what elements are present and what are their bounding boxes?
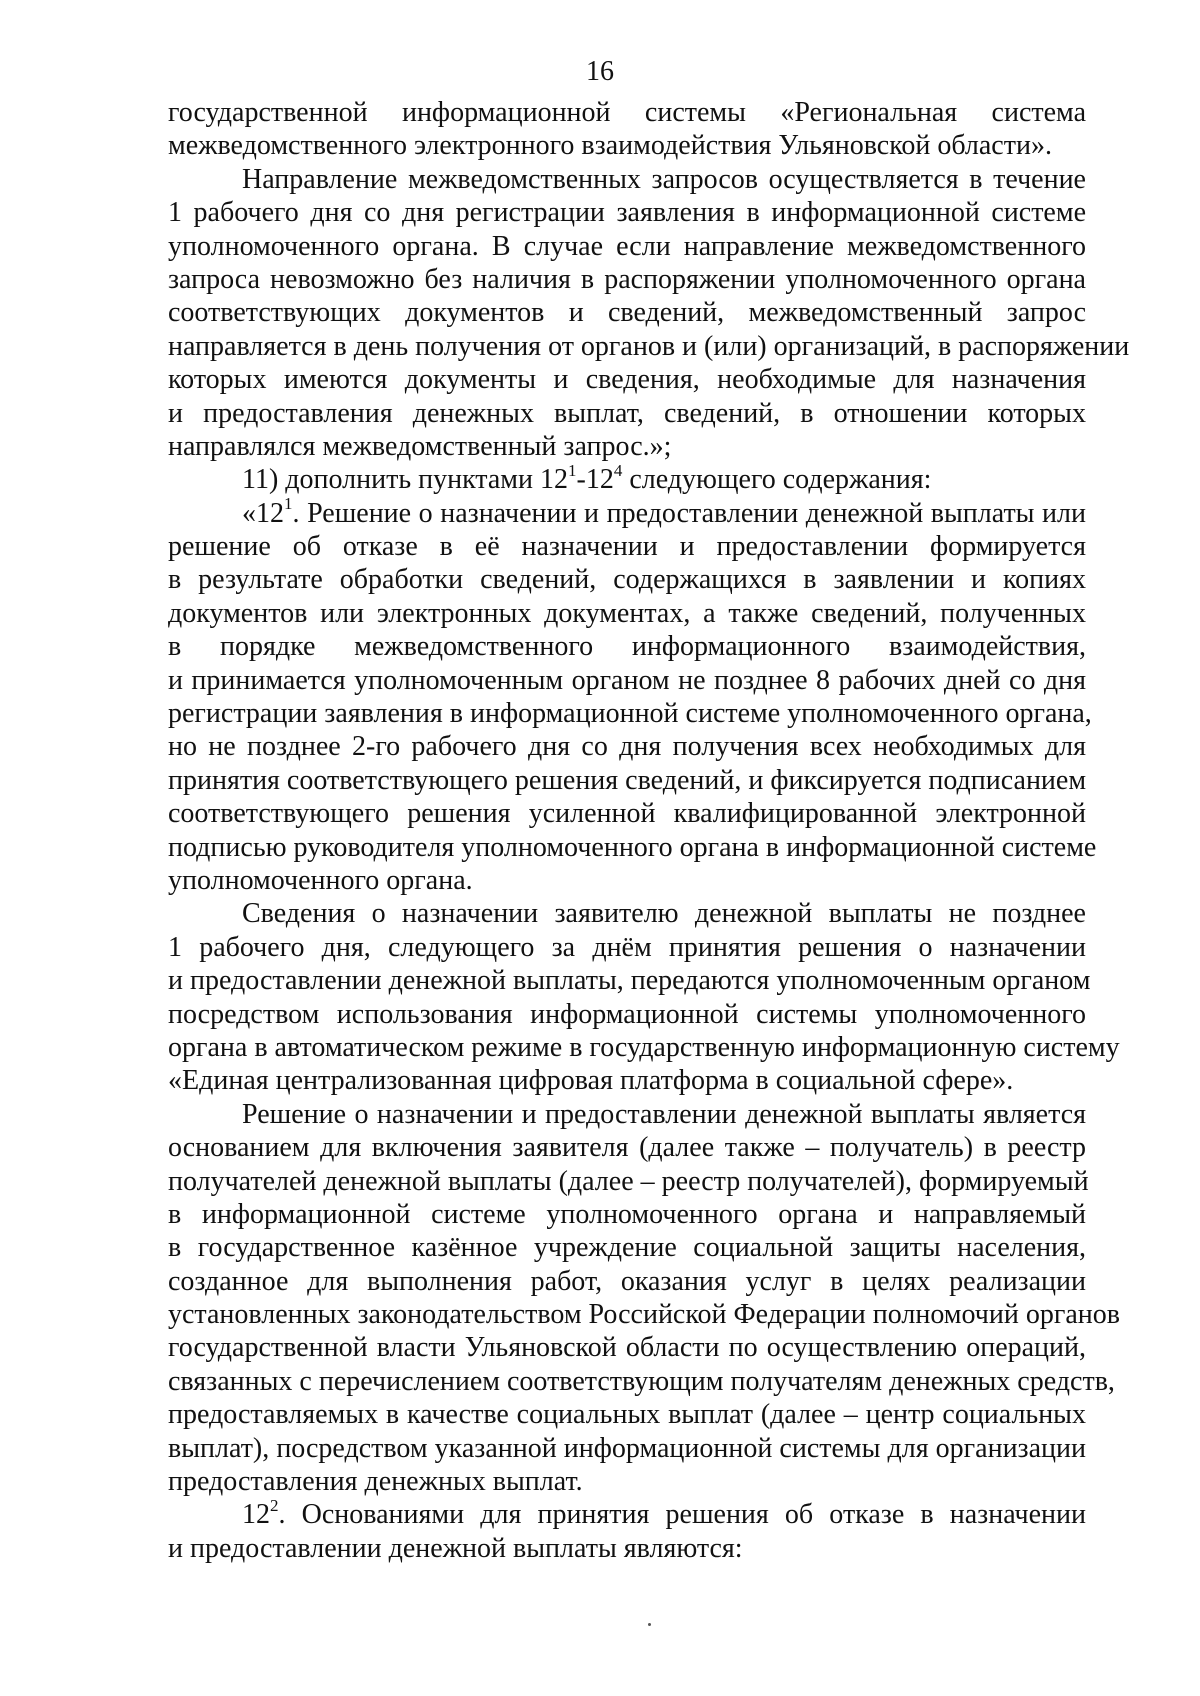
text-line: в государственное казённое учреждение социальной защиты населения, xyxy=(168,1232,1086,1264)
text-line: документов или электронных документах, а также сведений, полученных xyxy=(168,597,1086,629)
text-line: государственной власти Ульяновской области по осуществлению операций, xyxy=(168,1332,1086,1364)
text-line: Сведения о назначении заявителю денежной выплаты не позднее xyxy=(242,898,1086,930)
superscript: 1 xyxy=(568,460,577,480)
text-line: основанием для включения заявителя (далее также – получатель) в реестр xyxy=(168,1132,1086,1164)
text-line: уполномоченного органа. xyxy=(168,864,473,896)
text-span: следующего содержания: xyxy=(622,464,932,496)
text-line: регистрации заявления в информационной системе уполномоченного органа, xyxy=(168,698,1092,730)
text-line: выплат), посредством указанной информационной системы для организации xyxy=(168,1432,1086,1464)
text-line: 1 рабочего дня со дня регистрации заявления в информационной системе xyxy=(168,197,1086,229)
text-line: но не позднее 2-го рабочего дня со дня получения всех необходимых для xyxy=(168,731,1086,763)
text-line: Направление межведомственных запросов осуществляется в течение xyxy=(242,163,1086,195)
text-span: -12 xyxy=(576,464,614,496)
text-span: 11) дополнить пунктами 12 xyxy=(242,464,569,496)
text-line: Решение о назначении и предоставлении денежной выплаты является xyxy=(242,1098,1086,1130)
text-line: связанных с перечислением соответствующим получателям денежных средств, xyxy=(168,1365,1115,1397)
text-line: и предоставлении денежной выплаты, передаются уполномоченным органом xyxy=(168,965,1091,997)
text-span: 12 xyxy=(242,1499,270,1531)
text-line xyxy=(168,494,1086,530)
text-line: принятия соответствующего решения сведений, и фиксируется подписанием xyxy=(168,764,1087,796)
text-line: направляется в день получения от органов и (или) организаций, в распоряжении xyxy=(168,330,1130,362)
text-line: «Единая централизованная цифровая платформа в социальной сфере». xyxy=(168,1065,1014,1097)
text-line: запроса невозможно без наличия в распоряжении уполномоченного органа xyxy=(168,263,1086,295)
text-line: органа в автоматическом режиме в государственную информационную систему xyxy=(168,1031,1120,1063)
text-line: которых имеются документы и сведения, необходимые для назначения xyxy=(168,364,1086,396)
text-line: направлялся межведомственный запрос.»; xyxy=(168,430,672,462)
text-line: установленных законодательством Российской Федерации полномочий органов xyxy=(168,1299,1120,1331)
scan-speck xyxy=(648,1623,651,1626)
text-span: . Основаниями для принятия решения об отказе в назначении xyxy=(278,1499,1086,1531)
document-body xyxy=(168,96,1130,1565)
text-span: «12 xyxy=(242,497,284,529)
text-line: в результате обработки сведений, содержащихся в заявлении и копиях xyxy=(168,564,1086,596)
text-line xyxy=(168,460,1086,496)
text-line: межведомственного электронного взаимодействия Ульяновской области». xyxy=(168,130,1052,162)
superscript: 4 xyxy=(613,460,623,480)
text-line: подписью руководителя уполномоченного органа в информационной системе xyxy=(168,831,1097,863)
text-line: предоставляемых в качестве социальных выплат (далее – центр социальных xyxy=(168,1399,1086,1431)
text-line: предоставления денежных выплат. xyxy=(168,1466,583,1498)
text-line: 1 рабочего дня, следующего за днём принятия решения о назначении xyxy=(168,931,1086,963)
text-line: созданное для выполнения работ, оказания услуг в целях реализации xyxy=(168,1265,1086,1297)
text-line: соответствующего решения усиленной квалифицированной электронной xyxy=(168,798,1086,830)
text-span: . Решение о назначении и предоставлении денежной выплаты или xyxy=(292,497,1086,529)
text-line: уполномоченного органа. В случае если направление межведомственного xyxy=(168,230,1086,262)
text-line: в порядке межведомственного информационного взаимодействия, xyxy=(168,631,1086,663)
text-line: соответствующих документов и сведений, межведомственный запрос xyxy=(168,297,1086,329)
page-number: 16 xyxy=(586,56,614,87)
text-line: посредством использования информационной системы уполномоченного xyxy=(168,998,1086,1030)
text-line: и предоставления денежных выплат, сведений, в отношении которых xyxy=(168,397,1086,429)
text-line: получателей денежной выплаты (далее – реестр получателей), формируемый xyxy=(168,1165,1089,1197)
text-line: решение об отказе в её назначении и предоставлении формируется xyxy=(168,531,1086,563)
text-line: и предоставлении денежной выплаты являются: xyxy=(168,1532,743,1564)
text-line: в информационной системе уполномоченного органа и направляемый xyxy=(168,1198,1086,1230)
superscript: 2 xyxy=(270,1496,279,1516)
text-line: и принимается уполномоченным органом не позднее 8 рабочих дней со дня xyxy=(168,664,1086,696)
text-line xyxy=(168,1498,1086,1531)
text-line: государственной информационной системы «Региональная система xyxy=(168,97,1086,128)
superscript: 1 xyxy=(284,494,293,514)
